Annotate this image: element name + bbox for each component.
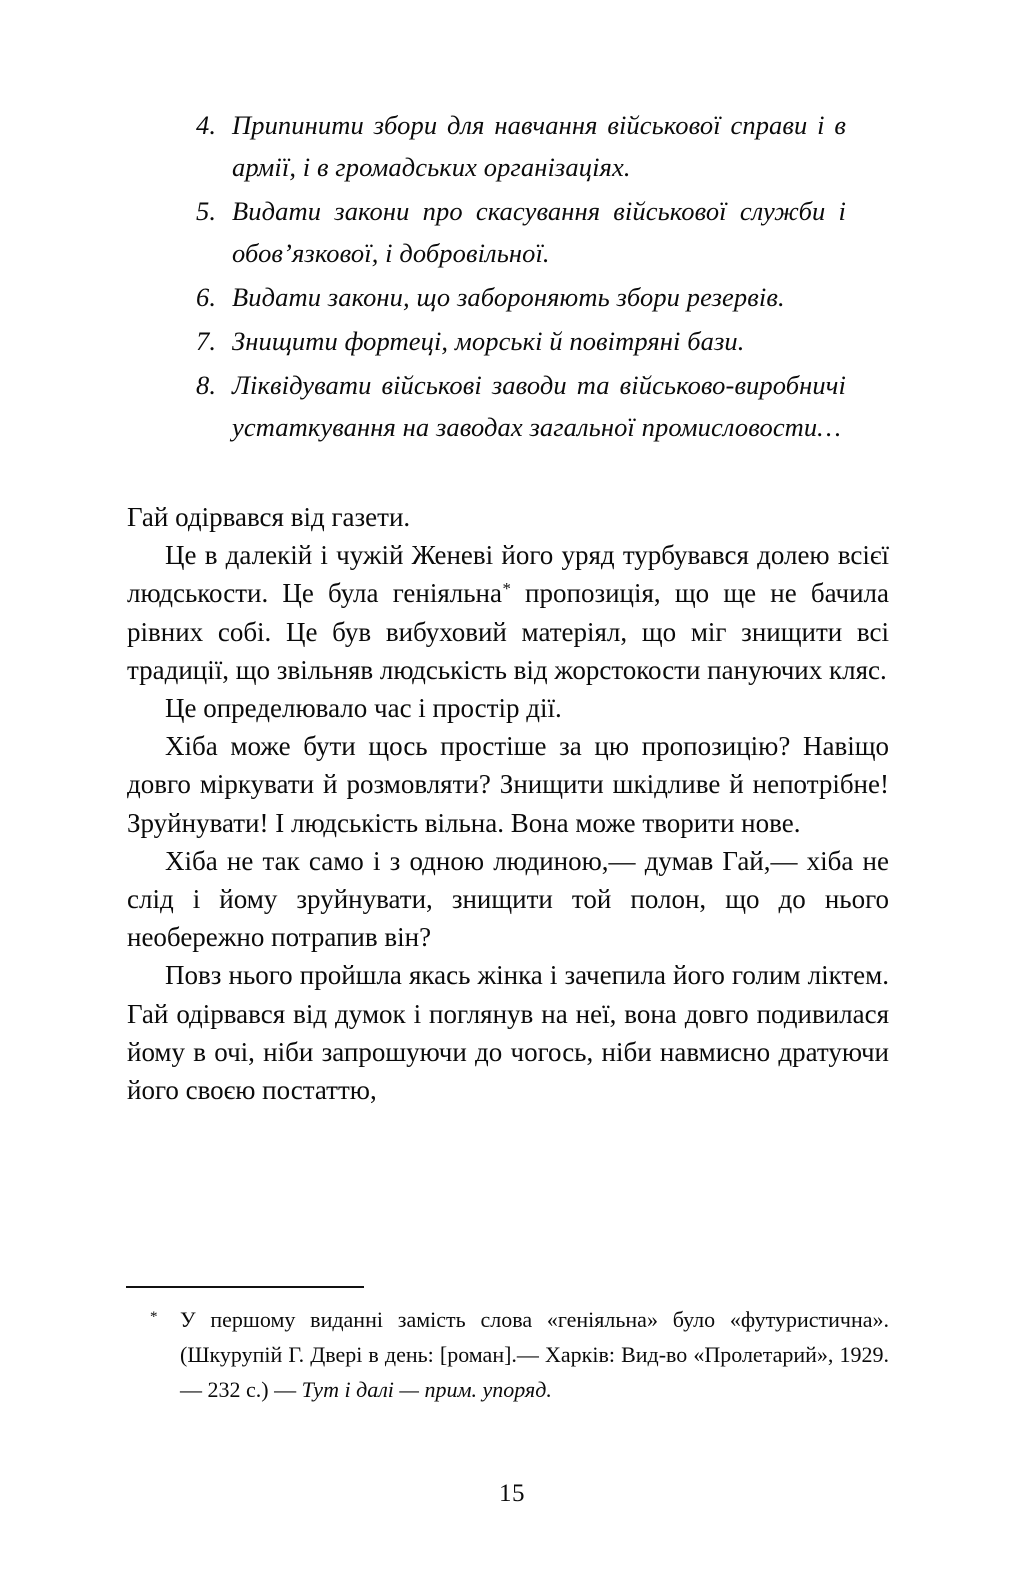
list-item-number: 4. [196,110,217,140]
paragraph: Хіба не так само і з одною людиною,— думав Гай,— хіба не слід і йому зруйнувати, знищити той полон, що до нього необережно потрапив він? [127,845,889,953]
paragraph: Це определювало час і простір дії. [165,693,562,724]
paragraph: Гай одірвався від газети. [127,502,411,532]
paragraph: Хіба може бути щось простіше за цю пропозицію? Навіщо довго міркувати й розмовляти? Знищити шкідливе й непотрібне! Зруйнувати! І людськість вільна. Вона може творити нове. [127,731,889,838]
list-item-number: 7. [196,326,217,356]
footnote-reference-marker[interactable]: * [502,578,511,598]
list-item-text: Припинити збори для навчання військової справи і в армії, і в громадських організаціях. [232,110,846,182]
footnote [127,1302,889,1407]
paragraph: Повз нього пройшла якась жінка і зачепила його голим ліктем. Гай одірвався від думок і поглянув на неї, вона довго подивилася йому в очі, ніби запрошуючи до чогось, ніби навмисно дратуючи його своєю постаттю, [127,960,889,1106]
paragraph-text-before-footnote: Це в далекій і чужій Женеві його уряд турбувався долею всієї людськости. Це була геніяльна [127,540,889,609]
list-item [196,104,846,188]
footnote-body [180,1302,889,1407]
list-item-number: 5. [196,196,217,226]
list-item [196,320,846,362]
footnote-row [127,1302,889,1407]
footnote-separator-rule [126,1286,364,1288]
list-item-text: Знищити фортеці, морські й повітряні бази. [232,326,745,356]
page-number: 15 [499,1480,525,1507]
list-item-number: 6. [196,282,217,312]
list-item [196,190,846,274]
list-item-text: Видати закони, що забороняють збори резервів. [232,282,785,312]
list-item-number: 8. [196,370,217,400]
paragraph-text-after-footnote: пропозиція, що ще не бачила рівних собі. Це був вибуховий матеріял, що міг знищити всі традиції, що звільняв людськість від жорстокости пануючих кляс. [127,578,890,685]
list-item [196,276,846,318]
body-text [127,498,889,1109]
list-item [196,364,846,448]
footnote-text-italic: Тут і далі — прим. упоряд. [301,1377,552,1402]
list-item-text: Видати закони про скасування військової служби і обов’язкової, і добровільної. [232,196,846,268]
footnote-text-roman: У першому виданні замість слова «геніяльна» було «футуристична». (Шкурупій Г. Двері в день: [роман].— Харків: Вид-во «Пролетарий», 1929.— 232 с.) — [180,1307,889,1402]
footnote-marker: * [150,1309,158,1325]
quoted-demands-list [196,104,846,450]
paragraph [127,536,889,689]
list-item-text: Ліквідувати військові заводи та військово-виробничі устаткування на заводах загальної промисловости… [232,370,846,442]
